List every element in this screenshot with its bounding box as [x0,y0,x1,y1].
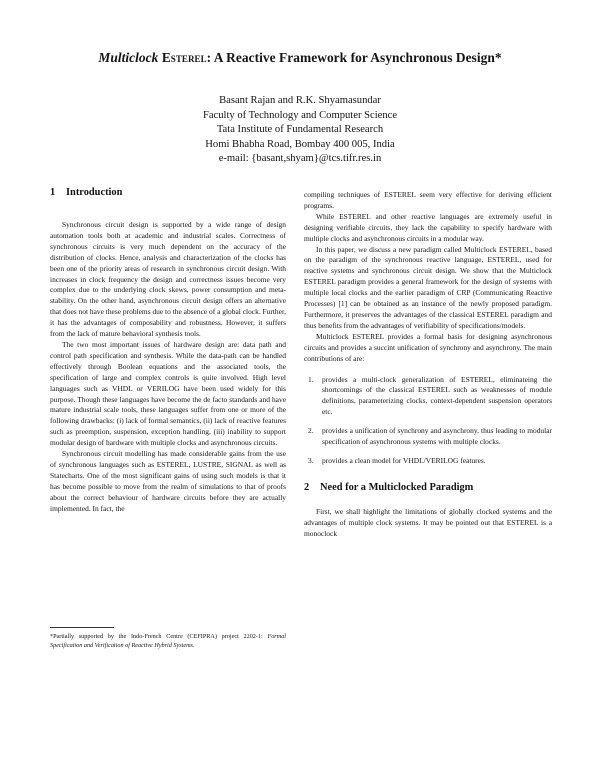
left-column [50,186,286,514]
title-rest: : A Reactive Framework for Asynchronous Design* [206,50,502,65]
list-item [304,426,552,448]
author-block [0,94,600,167]
footnote [50,632,286,650]
author-institute: Tata Institute of Fundamental Research [216,124,384,136]
title-smallcaps: Esterel [161,50,207,65]
author-names: Basant Rajan and R.K. Shyamasundar [219,95,381,106]
right-paragraph-1: compiling techniques of ESTEREL seem very effective for deriving efficient programs. [304,190,552,210]
section-1-heading [50,186,286,200]
paper-title [0,50,600,66]
right-paragraph-3: In this paper, we discuss a new paradigm called Multiclock ESTEREL, based on the paradigm of the synchronous reactive language, ESTEREL, used for reactive systems and synchronous circuit design. We show that the Multiclock ESTEREL paradigm provides a general framework for the design of systems with multiple local clocks and the earlier paradigm of CRP (Communicating Reactive Processes) [1] can be obtained as an instance of the newly proposed paradigm. Furthermore, it preserves the advantages of the classical ESTEREL paradigm and thus benefits from the advantages of verifiability of specifications/models. [304,244,552,330]
footnote-text: *Partially supported by the Indo-French Centre (CEFIPRA) project 2202-1: [50,633,263,640]
footnote-rule [50,627,114,628]
intro-paragraph-2: The two most important issues of hardware design are: data path and control path specification and synthesis. While the data-path can be handled effectively through Boolean equations and the associated tools, the specification of large and complex controls is quite involved. High level languages such as VHDL or VERILOG have been used widely for this purpose. Though these languages have become the de facto standards and have mature industrial scale tools, these languages suffer from one or more of the following drawbacks: (i) lack of formal semantics, (ii) lack of reactive features such as preemption, suspension, exception handling, (iii) inability to support modular design of hardware with multiple clocks and asynchronous circuits. [50,339,286,448]
author-address: Homi Bhabha Road, Bombay 400 005, India [205,138,395,150]
contribution-text: provides a unification of synchrony and asynchrony, thus leading to modular specification of asynchronous systems with multiple clocks. [322,426,552,447]
contribution-number: 2. [308,426,314,436]
contributions-list [304,375,552,467]
right-column [304,190,552,540]
intro-paragraph-1: Synchronous circuit design is supported by a wide range of design automation tools both at academic and industrial scales. Correctness of synchronous circuits is very much dependent on the accuracy of the distribution of clocks. Hence, analysis and characterization of the clocks has been one of the priority areas of research in synchronous circuit design. With increases in clock frequency the design and correctness issues become very complex due to the underlying clock skews, power consumption and meta-stability. On the other hand, asynchronous circuit design offers an alternative that does not have these problems due to the absence of a global clock. Further, it has the advantages of composability and robustness. However, it suffers from the lack of mature behavioral synthesis tools. [50,220,286,339]
contribution-text: provides a multi-clock generalization of ESTEREL, eliminateing the shortcomings of the classical ESTEREL such as weaknesses of module definitions, parameterizing clocks, context-dependent suspension operators etc. [322,374,552,417]
section-2-heading [304,481,552,495]
list-item [304,456,552,467]
section-2-paragraph: First, we shall highlight the limitations of globally clocked systems and the advantages of multiple clock systems. It may be pointed out that ESTEREL is a monoclock [304,506,552,538]
contribution-text: provides a clean model for VHDL/VERILOG features. [322,455,486,465]
section-1-title: Introduction [66,187,123,198]
section-2-number: 2 [304,481,310,493]
title-italic: Multiclock [98,50,159,65]
author-email: e-mail: {basant,shyam}@tcs.tifr.res.in [218,153,382,165]
right-paragraph-2: While ESTEREL and other reactive languages are extremely useful in designing verifiable circuits, they lack the capability to specify hardware with multiple clocks and asynchronous circuits in a modular way. [304,211,552,243]
author-faculty: Faculty of Technology and Computer Science [202,109,398,121]
contribution-number: 1. [308,374,314,384]
footnote-italic: Formal Specification and Verification of Reactive Hybrid Systems. [50,633,286,649]
list-item [304,375,552,419]
section-2-title: Need for a Multiclocked Paradigm [320,481,474,493]
contribution-number: 3. [308,455,314,465]
section-1-number: 1 [50,187,56,198]
right-paragraph-4: Multiclock ESTEREL provides a formal basis for designing asynchronous circuits and provides a succint unification of synchrony and asynchrony. The main contributions of are: [304,331,552,363]
intro-paragraph-3: Synchronous circuit modelling has made considerable gains from the use of synchronous languages such as ESTEREL, LUSTRE, SIGNAL as well as Statecharts. One of the most significant gains of using such models is that it has become possible to move from the realm of simulations to that of proofs about the correct behaviour of hardware circuits before they are actually implemented. In fact, the [50,449,286,513]
